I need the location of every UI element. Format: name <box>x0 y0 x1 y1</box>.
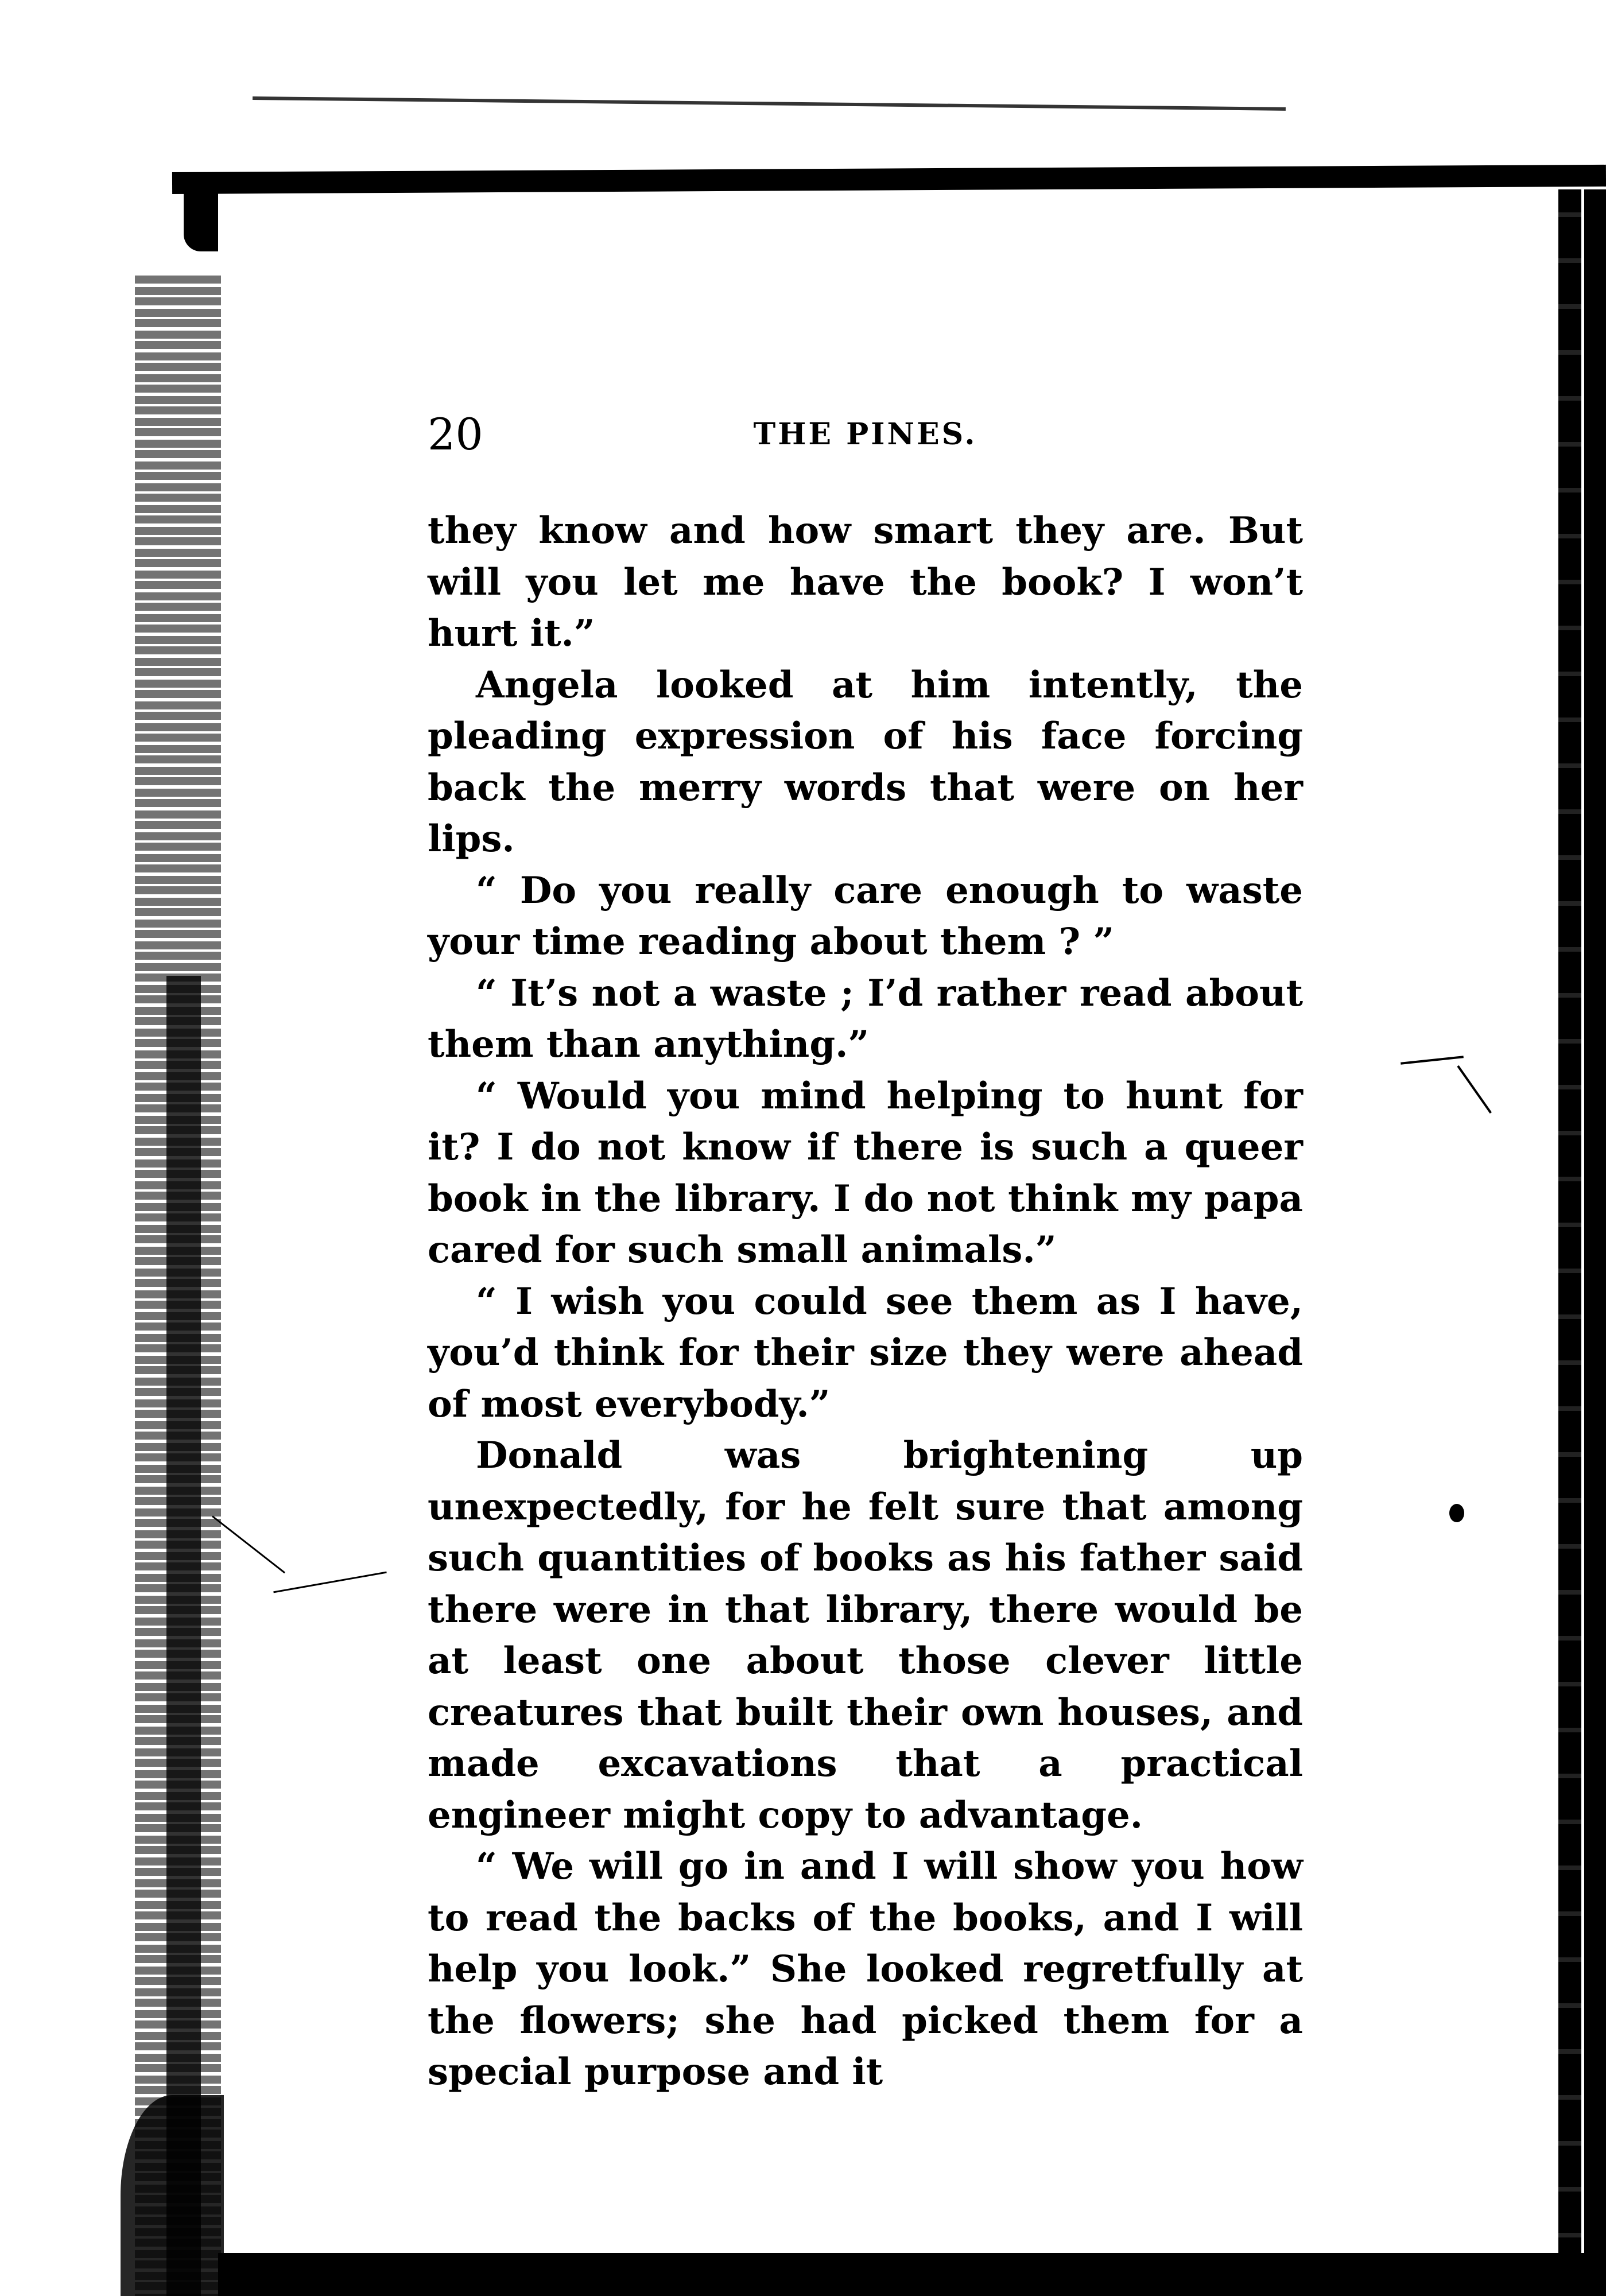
scan-edge-right-far <box>1584 189 1606 2296</box>
paragraph: “ We will go in and I will show you how to read the backs of the books, and I will help you look.” She looked regretfully at the flowers; she had picked them for a special purpose and it <box>428 1845 1303 2093</box>
scan-edge-top <box>172 165 1606 194</box>
paragraph: “ Do you really care enough to waste your time reading about them ? ” <box>428 868 1303 963</box>
paragraph: Angela looked at him intently, the pleading expression of his face forcing back the merry words that were on her lips. <box>428 663 1303 860</box>
page-header <box>428 409 1303 472</box>
paragraph: Donald was brightening up unexpectedly, for he felt sure that among such quantities of books as his father said there were in that library, there would be at least one about those clever little creatures that built their own houses, and made excavations that a practical engineer might copy to advantage. <box>428 1434 1303 1837</box>
page-body <box>428 505 1303 2098</box>
scan-speck <box>1449 1504 1464 1522</box>
paragraph: “ It’s not a waste ; I’d rather read about them than anything.” <box>428 971 1303 1066</box>
scan-scratch-left-curve <box>273 1572 386 1593</box>
scan-scratch-right-hook <box>1457 1065 1492 1114</box>
scan-edge-left-bottom <box>121 2095 224 2296</box>
running-title: THE PINES. <box>753 417 977 452</box>
paragraph: “ I wish you could see them as I have, you’d think for their size they were ahead of most everybody.” <box>428 1279 1303 1426</box>
scan-edge-bottom <box>218 2253 1606 2296</box>
scan-edge-corner <box>184 183 218 251</box>
page-number: 20 <box>428 409 483 460</box>
paragraph: they know and how smart they are. But will you let me have the book? I won’t hurt it.” <box>428 509 1303 655</box>
scan-scratch-left-diag <box>212 1515 285 1573</box>
scan-scratch-right <box>1401 1056 1464 1064</box>
scan-edge-right <box>1558 189 1581 2296</box>
scan-edge-top-thin <box>253 96 1286 111</box>
paragraph: “ Would you mind helping to hunt for it? I do not know if there is such a queer book in the library. I do not think my papa cared for such small animals.” <box>428 1074 1303 1271</box>
